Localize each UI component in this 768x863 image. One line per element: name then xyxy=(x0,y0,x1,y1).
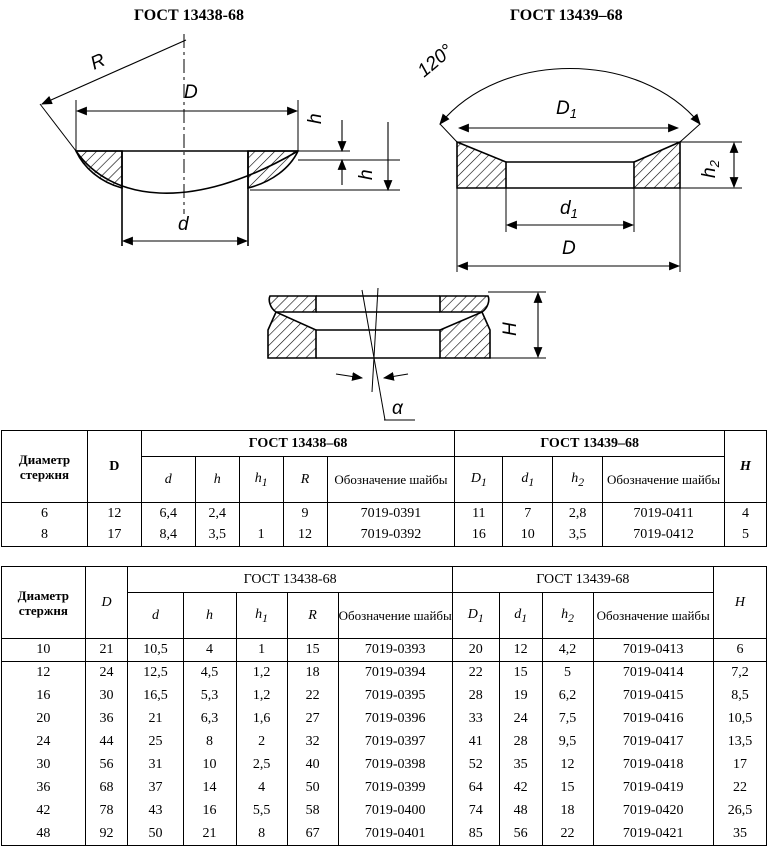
table-cell: 4 xyxy=(183,639,236,662)
table-cell: 7019-0391 xyxy=(327,503,455,525)
table-cell: 6 xyxy=(713,639,766,662)
label-d: d xyxy=(178,214,189,235)
table-cell: 6,3 xyxy=(183,708,236,731)
table-cell: 35 xyxy=(713,823,766,846)
table-row xyxy=(2,800,767,823)
header-D: D xyxy=(87,431,141,503)
table-cell: 13,5 xyxy=(713,731,766,754)
table-cell: 21 xyxy=(128,708,183,731)
header-R: R xyxy=(283,457,327,503)
table-cell: 7019-0393 xyxy=(338,639,452,662)
table-cell: 15 xyxy=(287,639,338,662)
table-cell: 74 xyxy=(452,800,499,823)
table-cell: 48 xyxy=(499,800,542,823)
table-cell: 20 xyxy=(452,639,499,662)
table-cell: 44 xyxy=(85,731,128,754)
table-cell: 8,4 xyxy=(141,525,195,547)
table-cell: 30 xyxy=(2,754,86,777)
table-cell: 25 xyxy=(128,731,183,754)
table-cell: 10 xyxy=(2,639,86,662)
label-d1: $d_1$ xyxy=(560,198,578,221)
header-R: R xyxy=(287,593,338,639)
table1-body xyxy=(2,503,767,547)
table-cell: 7019-0420 xyxy=(593,800,713,823)
table-cell: 50 xyxy=(287,777,338,800)
table-cell: 2,4 xyxy=(195,503,239,525)
label-D: D xyxy=(184,82,198,103)
table-cell: 8 xyxy=(183,731,236,754)
table-cell: 1 xyxy=(236,639,287,662)
table-cell: 8 xyxy=(2,525,88,547)
table-cell: 4,5 xyxy=(183,662,236,685)
label-alpha: α xyxy=(392,398,403,419)
table-cell: 7,2 xyxy=(713,662,766,685)
table-cell: 9 xyxy=(283,503,327,525)
table-cell: 3,5 xyxy=(553,525,603,547)
header-H: H xyxy=(724,431,766,503)
table-cell: 22 xyxy=(452,662,499,685)
table-cell: 7019-0401 xyxy=(338,823,452,846)
table-cell: 1 xyxy=(239,525,283,547)
table-row xyxy=(2,639,767,662)
header-rod-diameter: Диаметр стержня xyxy=(2,567,86,639)
table-cell: 12 xyxy=(499,639,542,662)
table-cell: 5,5 xyxy=(236,800,287,823)
table-cell: 58 xyxy=(287,800,338,823)
table-cell: 7019-0414 xyxy=(593,662,713,685)
table-cell: 16 xyxy=(183,800,236,823)
header-designation-2: Обозначение шайбы xyxy=(593,593,713,639)
table-cell: 7019-0417 xyxy=(593,731,713,754)
table-cell: 8 xyxy=(236,823,287,846)
table-cell: 7019-0415 xyxy=(593,685,713,708)
table-cell: 19 xyxy=(499,685,542,708)
table-cell: 50 xyxy=(128,823,183,846)
table-row xyxy=(2,754,767,777)
table-cell: 52 xyxy=(452,754,499,777)
table-row xyxy=(2,503,767,525)
table-cell: 40 xyxy=(287,754,338,777)
table-cell: 22 xyxy=(542,823,593,846)
table-cell: 16,5 xyxy=(128,685,183,708)
table-cell: 8,5 xyxy=(713,685,766,708)
table-cell: 68 xyxy=(85,777,128,800)
label-R: R xyxy=(87,49,109,75)
table-cell: 9,5 xyxy=(542,731,593,754)
table-cell: 2 xyxy=(236,731,287,754)
table-cell: 20 xyxy=(2,708,86,731)
table-cell: 17 xyxy=(87,525,141,547)
table-cell: 12 xyxy=(2,662,86,685)
table-cell: 1,2 xyxy=(236,685,287,708)
header-D1: $D_1$ xyxy=(455,457,503,503)
label-h1: h xyxy=(305,113,326,124)
header-h1: $h_1$ xyxy=(236,593,287,639)
table-cell: 7019-0398 xyxy=(338,754,452,777)
table-cell: 12 xyxy=(283,525,327,547)
table-row xyxy=(2,777,767,800)
table-cell: 16 xyxy=(455,525,503,547)
table-cell: 33 xyxy=(452,708,499,731)
table-cell: 27 xyxy=(287,708,338,731)
table-cell: 30 xyxy=(85,685,128,708)
table-cell: 42 xyxy=(2,800,86,823)
table-cell: 24 xyxy=(85,662,128,685)
label-D-right: D xyxy=(562,238,576,259)
label-h2: $h_2$ xyxy=(699,160,722,178)
header-d: d xyxy=(128,593,183,639)
title-gost-13439: ГОСТ 13439–68 xyxy=(510,7,623,24)
header-D: D xyxy=(85,567,128,639)
table-cell: 7019-0396 xyxy=(338,708,452,731)
header-d1: $d_1$ xyxy=(503,457,553,503)
table-cell: 22 xyxy=(287,685,338,708)
table-cell: 21 xyxy=(85,639,128,662)
table-cell: 43 xyxy=(128,800,183,823)
header-designation: Обозначение шайбы xyxy=(338,593,452,639)
label-h: h xyxy=(356,169,377,180)
table-cell: 7019-0413 xyxy=(593,639,713,662)
table-cell: 10 xyxy=(183,754,236,777)
table-cell: 10 xyxy=(503,525,553,547)
header-gost-left: ГОСТ 13438-68 xyxy=(128,567,452,593)
table-cell: 3,5 xyxy=(195,525,239,547)
header-designation: Обозначение шайбы xyxy=(327,457,455,503)
table-cell: 7019-0400 xyxy=(338,800,452,823)
table-cell: 5 xyxy=(724,525,766,547)
table-cell: 4 xyxy=(236,777,287,800)
table-cell xyxy=(239,503,283,525)
washer-drawing xyxy=(0,0,768,430)
table-cell: 28 xyxy=(452,685,499,708)
header-D1: $D_1$ xyxy=(452,593,499,639)
label-angle-120: 120° xyxy=(413,40,458,82)
table-cell: 6 xyxy=(2,503,88,525)
header-d: d xyxy=(141,457,195,503)
spec-table-small xyxy=(1,430,767,547)
table-row xyxy=(2,662,767,685)
table-cell: 15 xyxy=(499,662,542,685)
header-d1: $d_1$ xyxy=(499,593,542,639)
label-H: H xyxy=(500,322,521,336)
table-cell: 16 xyxy=(2,685,86,708)
table-cell: 2,8 xyxy=(553,503,603,525)
header-h: h xyxy=(195,457,239,503)
table-cell: 7019-0394 xyxy=(338,662,452,685)
header-h: h xyxy=(183,593,236,639)
table-cell: 67 xyxy=(287,823,338,846)
table-cell: 7019-0392 xyxy=(327,525,455,547)
table-cell: 12 xyxy=(87,503,141,525)
header-h1: $h_1$ xyxy=(239,457,283,503)
table-cell: 1,2 xyxy=(236,662,287,685)
table-row xyxy=(2,823,767,846)
table-cell: 4 xyxy=(724,503,766,525)
table-cell: 15 xyxy=(542,777,593,800)
table-cell: 5 xyxy=(542,662,593,685)
header-h2: $h_2$ xyxy=(542,593,593,639)
table-cell: 78 xyxy=(85,800,128,823)
table-cell: 35 xyxy=(499,754,542,777)
table-cell: 31 xyxy=(128,754,183,777)
header-designation-2: Обозначение шайбы xyxy=(603,457,725,503)
table-cell: 17 xyxy=(713,754,766,777)
table2-body xyxy=(2,639,767,846)
table-cell: 7019-0416 xyxy=(593,708,713,731)
header-h2: $h_2$ xyxy=(553,457,603,503)
table-cell: 18 xyxy=(542,800,593,823)
header-gost-right: ГОСТ 13439-68 xyxy=(452,567,713,593)
title-gost-13438: ГОСТ 13438-68 xyxy=(134,7,244,24)
header-rod-diameter: Диаметр стержня xyxy=(2,431,88,503)
table-cell: 32 xyxy=(287,731,338,754)
table-cell: 7 xyxy=(503,503,553,525)
table-cell: 18 xyxy=(287,662,338,685)
table-cell: 42 xyxy=(499,777,542,800)
table-cell: 7019-0399 xyxy=(338,777,452,800)
table-cell: 22 xyxy=(713,777,766,800)
spec-table-main xyxy=(1,566,767,846)
table-cell: 12,5 xyxy=(128,662,183,685)
table-row xyxy=(2,731,767,754)
table-cell: 7019-0395 xyxy=(338,685,452,708)
table-cell: 1,6 xyxy=(236,708,287,731)
table-row xyxy=(2,708,767,731)
table-cell: 7019-0418 xyxy=(593,754,713,777)
table-cell: 56 xyxy=(499,823,542,846)
table-cell: 24 xyxy=(2,731,86,754)
table-cell: 10,5 xyxy=(128,639,183,662)
table-cell: 7019-0412 xyxy=(603,525,725,547)
assembly-view xyxy=(268,288,546,420)
table-cell: 14 xyxy=(183,777,236,800)
table-cell: 7019-0411 xyxy=(603,503,725,525)
table-cell: 24 xyxy=(499,708,542,731)
header-gost-left: ГОСТ 13438–68 xyxy=(141,431,455,457)
table-cell: 4,2 xyxy=(542,639,593,662)
table-cell: 21 xyxy=(183,823,236,846)
table-row xyxy=(2,525,767,547)
table-cell: 85 xyxy=(452,823,499,846)
label-D1: $D_1$ xyxy=(556,98,577,121)
table-cell: 5,3 xyxy=(183,685,236,708)
table-cell: 48 xyxy=(2,823,86,846)
table-cell: 36 xyxy=(2,777,86,800)
table-cell: 36 xyxy=(85,708,128,731)
table-cell: 6,4 xyxy=(141,503,195,525)
table-cell: 64 xyxy=(452,777,499,800)
table-cell: 10,5 xyxy=(713,708,766,731)
header-H: H xyxy=(713,567,766,639)
table-cell: 26,5 xyxy=(713,800,766,823)
table-cell: 7019-0419 xyxy=(593,777,713,800)
table-cell: 28 xyxy=(499,731,542,754)
table-cell: 37 xyxy=(128,777,183,800)
header-gost-right: ГОСТ 13439–68 xyxy=(455,431,725,457)
conical-washer-view xyxy=(440,69,742,273)
table-cell: 7,5 xyxy=(542,708,593,731)
table-cell: 7019-0421 xyxy=(593,823,713,846)
table-cell: 56 xyxy=(85,754,128,777)
table-row xyxy=(2,685,767,708)
table-cell: 92 xyxy=(85,823,128,846)
table-cell: 2,5 xyxy=(236,754,287,777)
table-cell: 12 xyxy=(542,754,593,777)
table-cell: 6,2 xyxy=(542,685,593,708)
table-cell: 11 xyxy=(455,503,503,525)
table-cell: 7019-0397 xyxy=(338,731,452,754)
table-cell: 41 xyxy=(452,731,499,754)
